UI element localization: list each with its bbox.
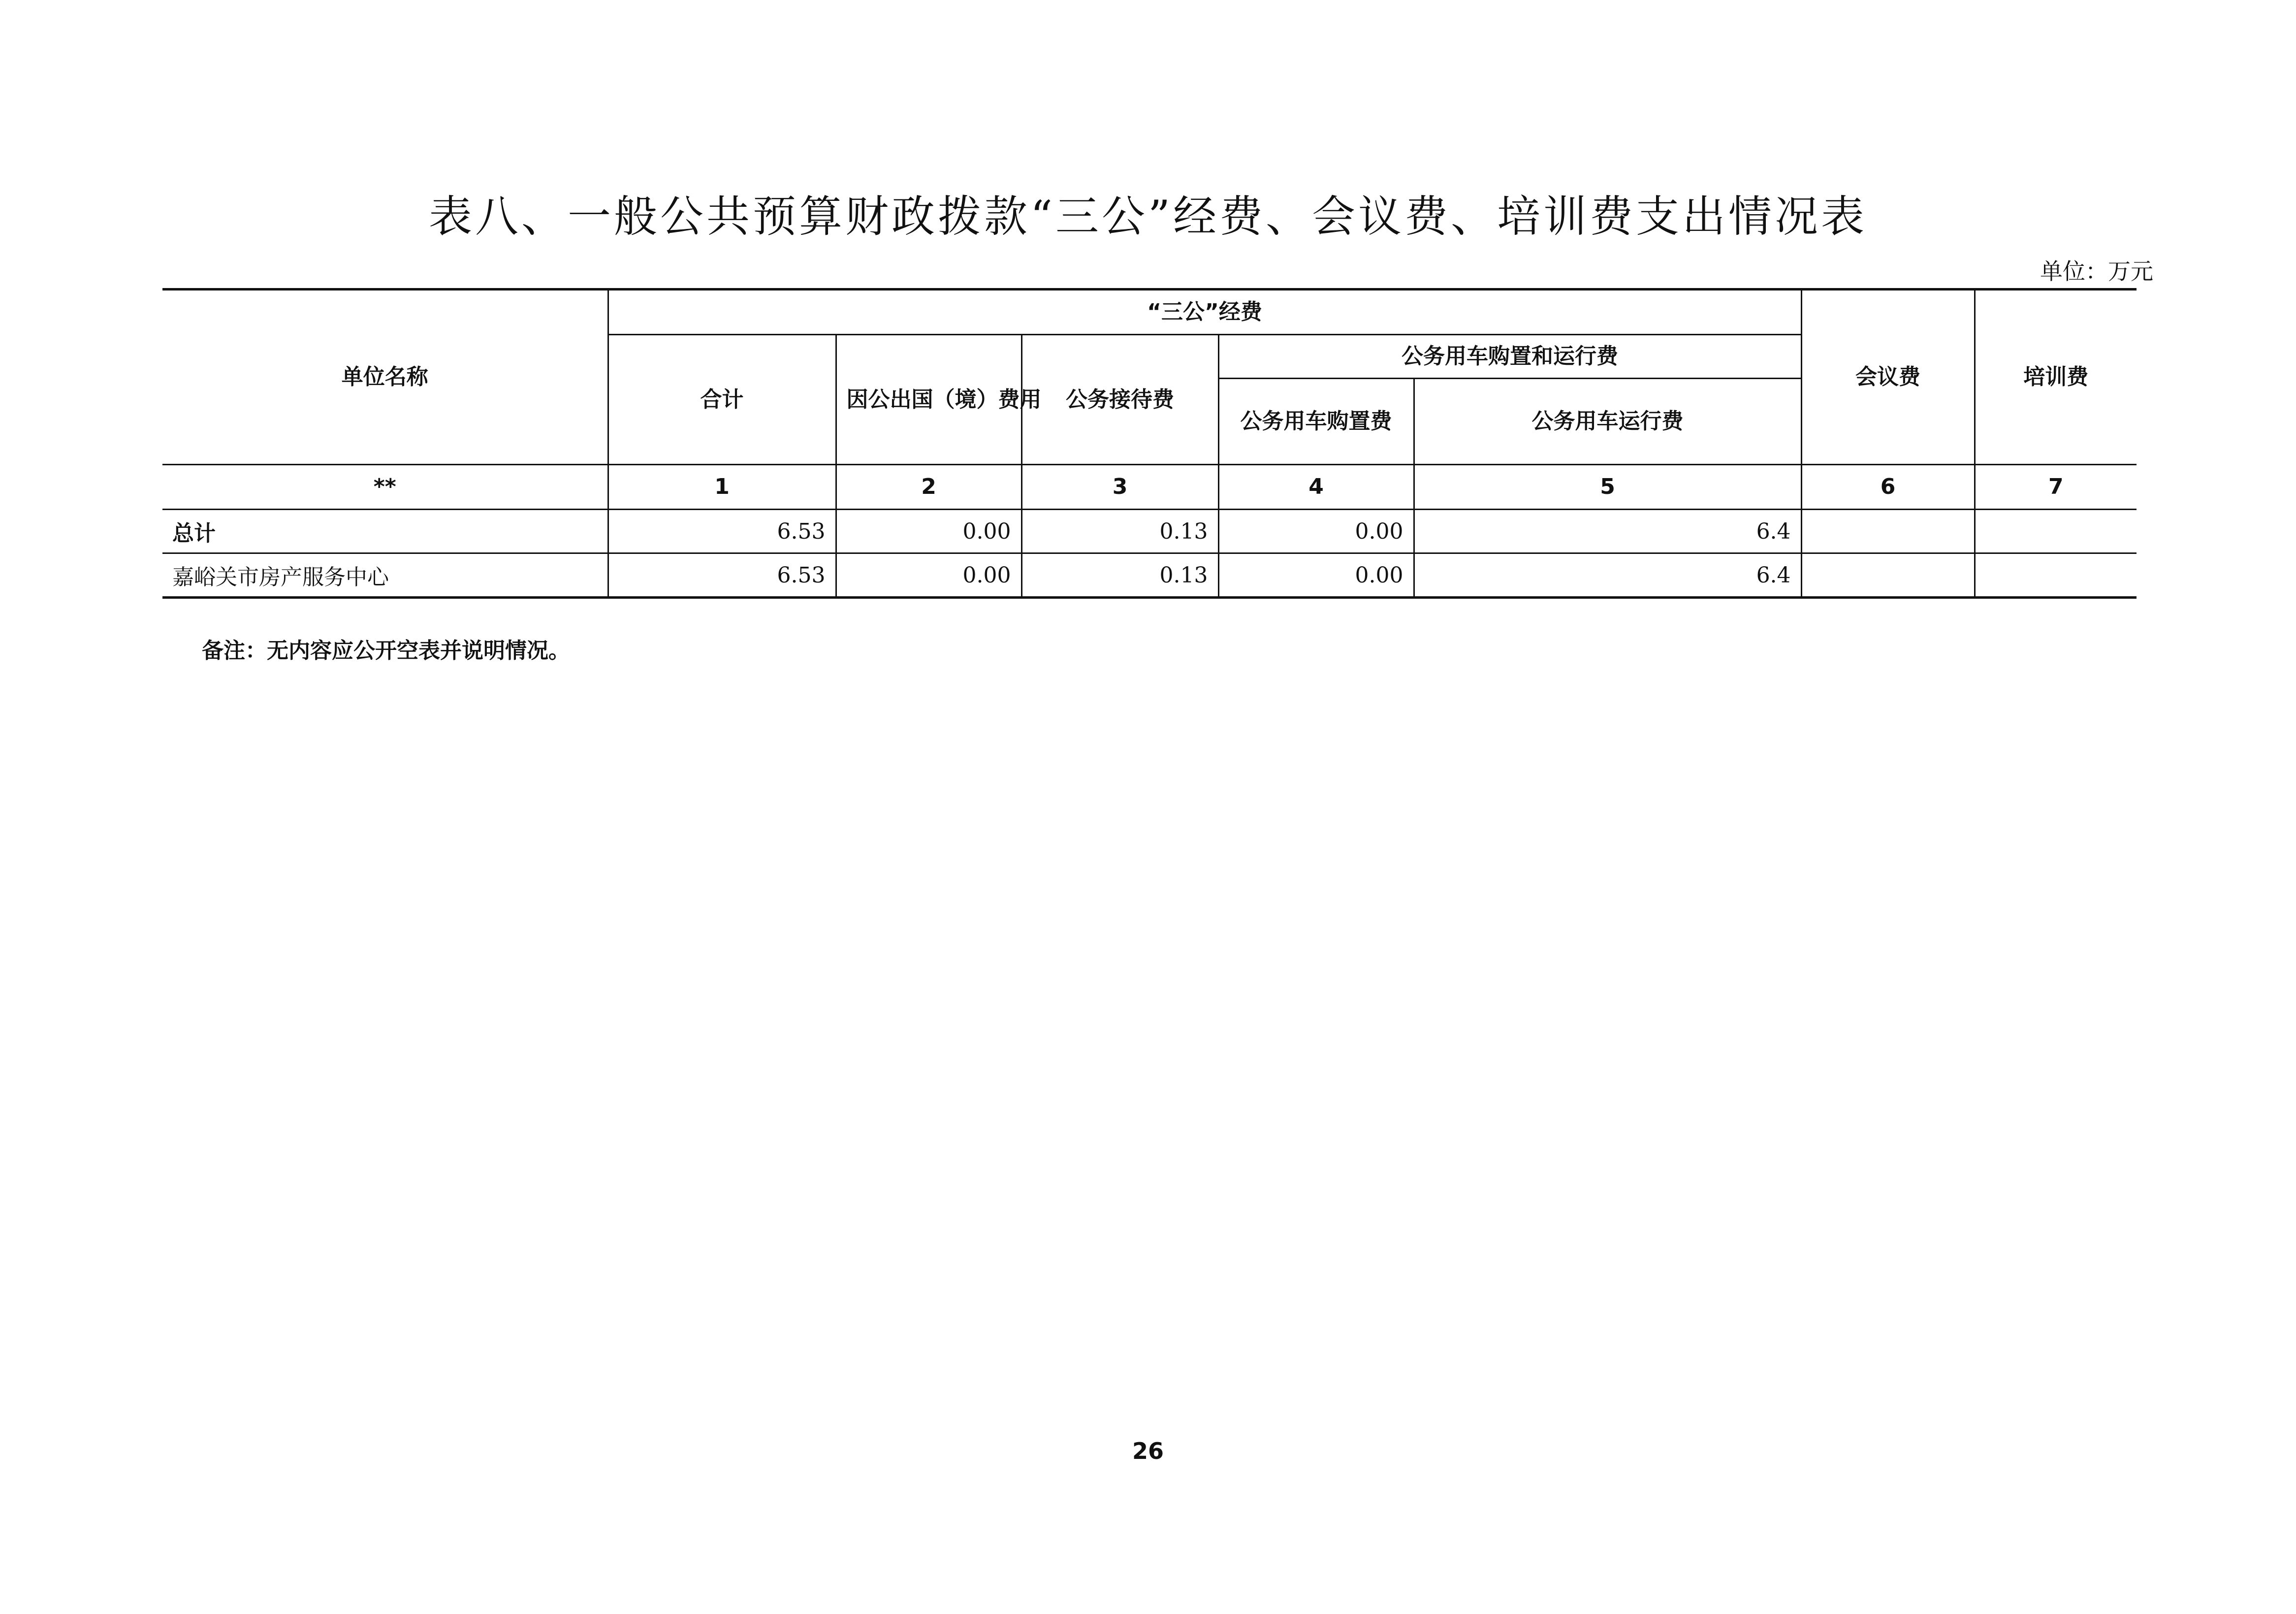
table-row-total <box>162 510 2137 553</box>
cell-reception: 0.13 <box>1021 553 1218 598</box>
cell-reception: 0.13 <box>1021 510 1218 553</box>
cell-total: 6.53 <box>608 510 836 553</box>
index-row <box>162 465 2137 510</box>
header-reception: 公务接待费 <box>1021 335 1218 465</box>
page-number: 26 <box>1132 1438 1164 1464</box>
index-cell: ** <box>162 465 608 510</box>
row-name: 嘉峪关市房产服务中心 <box>162 553 608 598</box>
index-cell: 1 <box>608 465 836 510</box>
expenditure-table <box>162 288 2137 599</box>
cell-abroad: 0.00 <box>836 510 1021 553</box>
cell-vehicle-purchase: 0.00 <box>1218 510 1414 553</box>
header-meeting: 会议费 <box>1801 290 1975 465</box>
index-cell: 5 <box>1414 465 1801 510</box>
page-title: 表八、一般公共预算财政拨款“三公”经费、会议费、培训费支出情况表 <box>429 191 1867 242</box>
table-row <box>162 553 2137 598</box>
header-vehicle-purchase: 公务用车购置费 <box>1218 379 1414 465</box>
header-total: 合计 <box>608 335 836 465</box>
index-cell: 7 <box>1975 465 2137 510</box>
cell-training <box>1975 553 2137 598</box>
header-abroad: 因公出国（境）费用 <box>836 335 1021 465</box>
cell-vehicle-operation: 6.4 <box>1414 553 1801 598</box>
cell-meeting <box>1801 553 1975 598</box>
header-unit-name: 单位名称 <box>162 290 608 465</box>
index-cell: 4 <box>1218 465 1414 510</box>
footnote: 备注：无内容应公开空表并说明情况。 <box>202 638 570 663</box>
cell-abroad: 0.00 <box>836 553 1021 598</box>
cell-meeting <box>1801 510 1975 553</box>
header-vehicle: 公务用车购置和运行费 <box>1218 335 1801 379</box>
index-cell: 3 <box>1021 465 1218 510</box>
index-cell: 2 <box>836 465 1021 510</box>
cell-training <box>1975 510 2137 553</box>
header-sangong: “三公”经费 <box>608 290 1801 335</box>
cell-vehicle-operation: 6.4 <box>1414 510 1801 553</box>
header-training: 培训费 <box>1975 290 2137 465</box>
header-vehicle-operation: 公务用车运行费 <box>1414 379 1801 465</box>
index-cell: 6 <box>1801 465 1975 510</box>
row-name: 总计 <box>162 510 608 553</box>
unit-label: 单位：万元 <box>2040 258 2153 285</box>
cell-total: 6.53 <box>608 553 836 598</box>
header-row-1 <box>162 290 2137 335</box>
cell-vehicle-purchase: 0.00 <box>1218 553 1414 598</box>
